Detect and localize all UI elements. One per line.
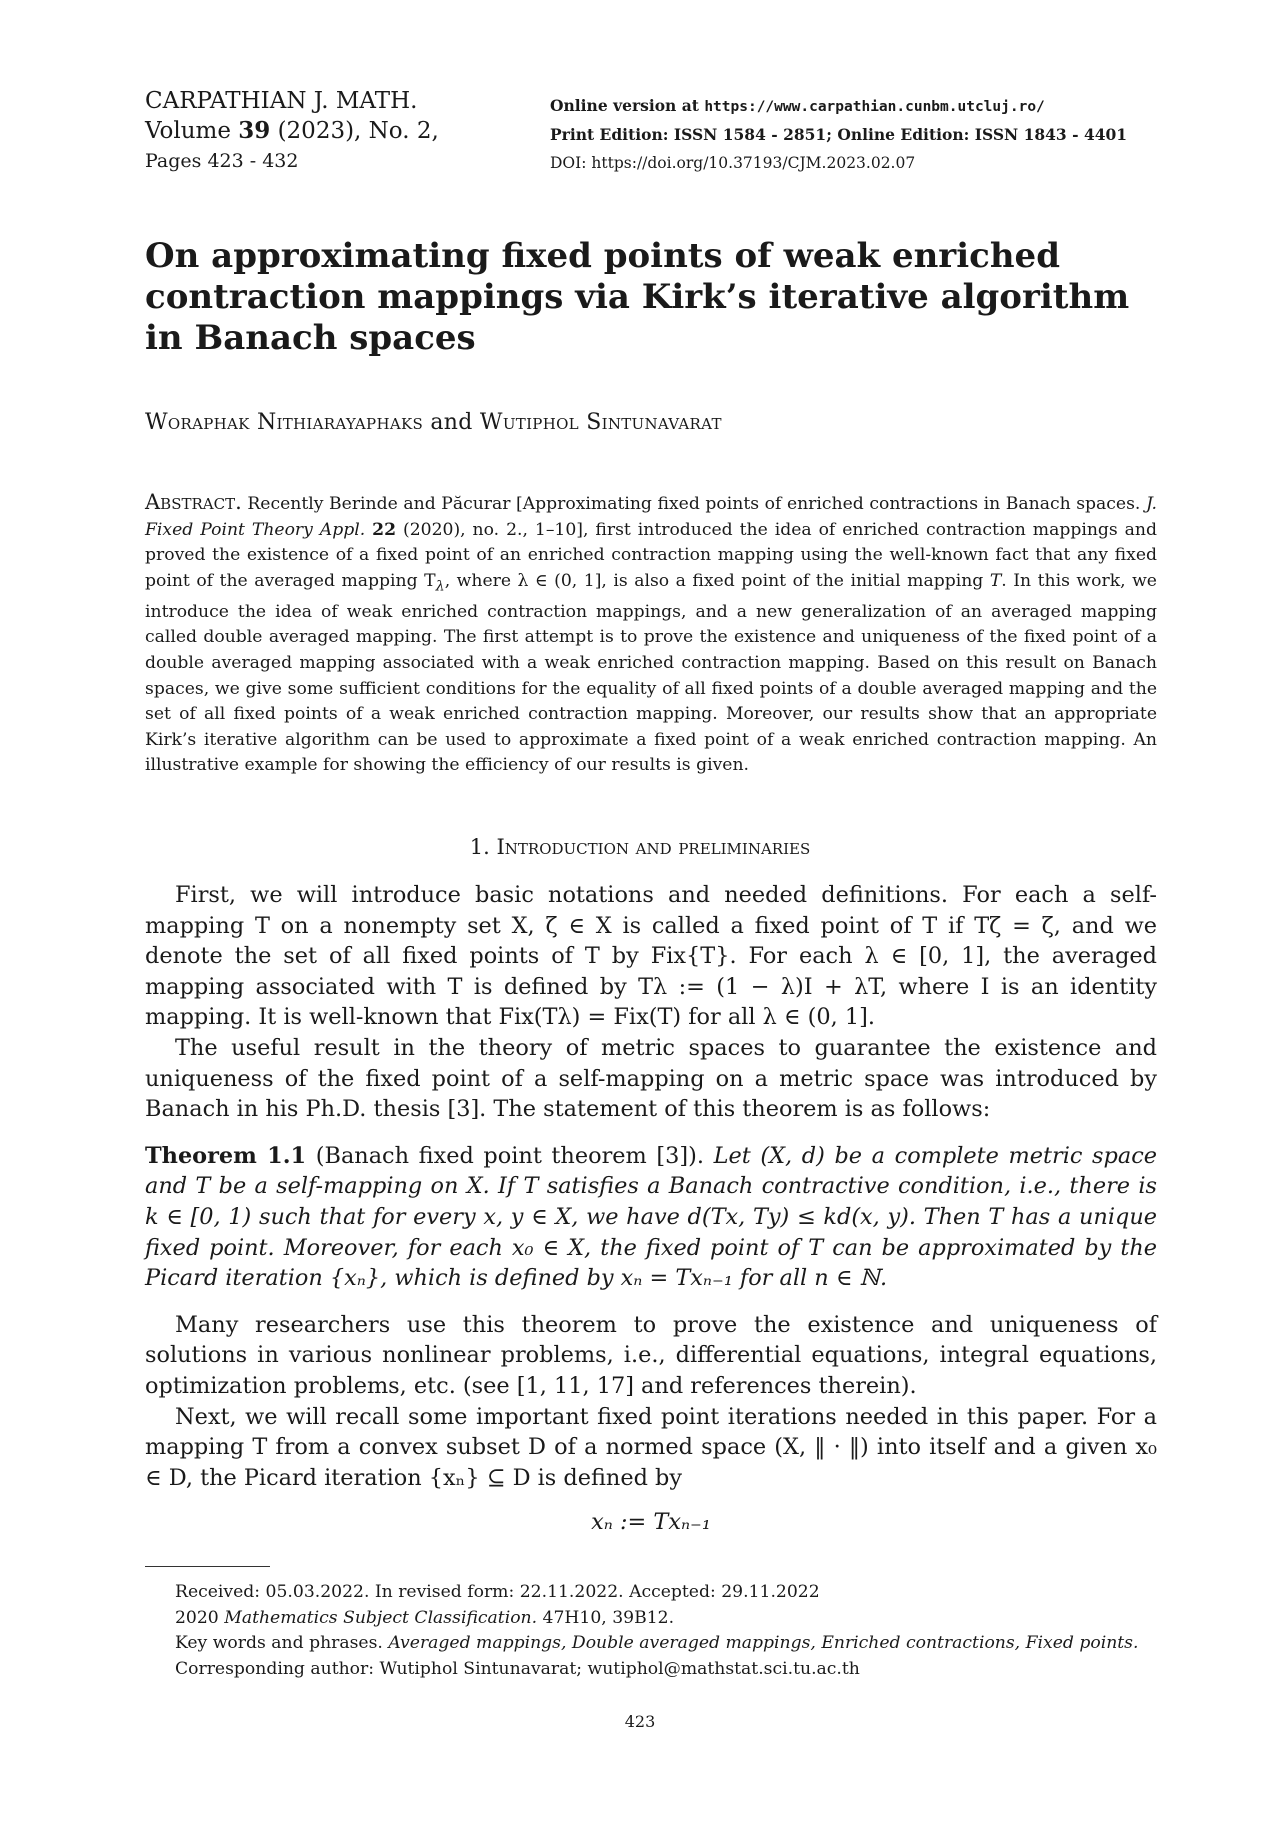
journal-header <box>145 86 439 176</box>
received-dates: Received: 05.03.2022. In revised form: 22.11.2022. Accepted: 29.11.2022 <box>175 1582 820 1602</box>
author-2: Wutiphol Sintunavarat <box>479 410 722 435</box>
abstract-volume: 22 <box>372 519 397 540</box>
online-url-link[interactable]: https://www.carpathian.cunbm.utcluj.ro/ <box>704 99 1045 115</box>
msc-label: Mathematics Subject Classification. <box>224 1607 538 1628</box>
keywords-text: Averaged mappings, Double averaged mappings, Enriched contractions, Fixed points. <box>388 1633 1139 1653</box>
keywords-label: Key words and phrases. <box>175 1633 389 1653</box>
journal-name: CARPATHIAN J. MATH. <box>145 88 418 114</box>
abstract <box>145 490 1157 779</box>
msc-classification <box>175 1606 1138 1632</box>
paper-title: On approximating fixed points of weak enriched contraction mappings via Kirk’s iterative algorithm in Banach spaces <box>145 236 1130 358</box>
footnotes <box>175 1580 1138 1682</box>
corresponding-author: Corresponding author: Wutiphol Sintunavarat; wutiphol@mathstat.sci.tu.ac.th <box>175 1658 860 1679</box>
theorem-name: (Banach fixed point theorem [3]). <box>306 1142 704 1169</box>
volume-info <box>145 116 439 146</box>
theorem-statement: Let (X, d) be a complete metric space and T be a self-mapping on X. If T satisfies a Banach contractive condition, i.e., there is k ∈ [0, 1) such that for every x, y ∈ X, we have d(Tx, Ty) ≤ kd(x, y). Then T has a unique fixed point. Moreover, for each x₀ ∈ X, the fixed point of T can be approximated by the Picard iteration {xₙ}, which is defined by xₙ = Txₙ₋₁ for all n ∈ ℕ. <box>145 1142 1157 1292</box>
online-label: Online version at <box>550 96 705 115</box>
paragraph-4: Next, we will recall some important fixed point iterations needed in this paper. For a mapping T from a convex subset D of a normed space (X, ‖ · ‖) into itself and a given x₀ ∈ D, the Picard iteration {xₙ} ⊆ D is defined by <box>145 1403 1157 1491</box>
msc-codes: 47H10, 39B12. <box>537 1607 675 1628</box>
section-title: Introduction and preliminaries <box>496 835 811 859</box>
volume-number: 39 <box>238 117 271 144</box>
doi-link[interactable]: DOI: https://doi.org/10.37193/CJM.2023.02.07 <box>550 154 916 172</box>
body-text <box>145 880 1157 1538</box>
page-number: 423 <box>624 1712 656 1731</box>
abstract-mapping-symbol: T <box>989 570 1002 591</box>
section-number: 1. <box>469 835 490 859</box>
paragraph-2: The useful result in the theory of metric spaces to guarantee the existence and uniqueness of the fixed point of a self-mapping on a metric space was introduced by Banach in his Ph.D. thesis [3]. The statement of this theorem is as follows: <box>145 1034 1157 1123</box>
abstract-text-4: . In this work, we introduce the idea of weak enriched contraction mappings, and a new generalization of an averaged mapping called double averaged mapping. The first attempt is to prove the existence and uniqueness of the fixed point of a double averaged mapping associated with a weak enriched contraction mapping. Based on this result on Banach spaces, we give some sufficient conditions for the equality of all fixed points of a double averaged mapping and the set of all fixed points of a weak enriched contraction mapping. Moreover, our results show that an appropriate Kirk’s iterative algorithm can be used to approximate a fixed point of a weak enriched contraction mapping. An illustrative example for showing the efficiency of our results is given. <box>145 570 1157 776</box>
footnote-rule <box>145 1566 270 1567</box>
online-version <box>550 92 1127 121</box>
issn-info: Print Edition: ISSN 1584 - 2851; Online Edition: ISSN 1843 - 4401 <box>550 125 1128 144</box>
section-heading <box>0 835 1280 859</box>
author-1: Woraphak Nithiarayaphaks <box>145 410 424 435</box>
paragraph-3: Many researchers use this theorem to prove the existence and uniqueness of solutions in various nonlinear problems, i.e., differential equations, integral equations, optimization problems, etc. (see [1, 11, 17] and references therein). <box>145 1311 1157 1399</box>
abstract-journal-ref: J. Fixed Point Theory Appl. <box>145 494 1158 540</box>
abstract-text-1: Recently Berinde and Păcurar [Approximating fixed points of enriched contractions in Banach spaces. <box>247 494 1141 514</box>
abstract-label: Abstract. <box>145 490 242 514</box>
msc-year: 2020 <box>175 1607 225 1628</box>
keywords <box>175 1631 1138 1657</box>
author-conjunction: and <box>430 410 473 435</box>
paragraph-1: First, we will introduce basic notations and needed definitions. For each a self-mapping T on a nonempty set X, ζ ∈ X is called a fixed point of T if Tζ = ζ, and we denote the set of all fixed points of T by Fix{T}. For each λ ∈ [0, 1], the averaged mapping associated with T is defined by Tλ := (1 − λ)I + λT, where I is an identity mapping. It is well-known that Fix(Tλ) = Fix(T) for all λ ∈ (0, 1]. <box>145 882 1157 1031</box>
abstract-text-3: , where λ ∈ (0, 1], is also a fixed point of the initial mapping <box>444 570 984 591</box>
theorem-1-1 <box>145 1141 1157 1294</box>
theorem-label: Theorem 1.1 <box>145 1142 307 1169</box>
abstract-lambda-subscript: λ <box>435 578 445 595</box>
display-equation: xₙ := Txₙ₋₁ <box>591 1509 711 1536</box>
abstract-text-2: (2020), no. 2., 1–10], first introduced the idea of enriched contraction mappings and proved the existence of a fixed point of an enriched contraction mapping using the well-known fact that any fixed point of the averaged mapping T <box>145 519 1157 591</box>
authors <box>145 410 722 435</box>
volume-suffix: (2023), No. 2, <box>270 118 439 144</box>
page-range: Pages 423 - 432 <box>145 150 299 172</box>
publication-info <box>550 92 1127 177</box>
volume-prefix: Volume <box>145 118 239 144</box>
